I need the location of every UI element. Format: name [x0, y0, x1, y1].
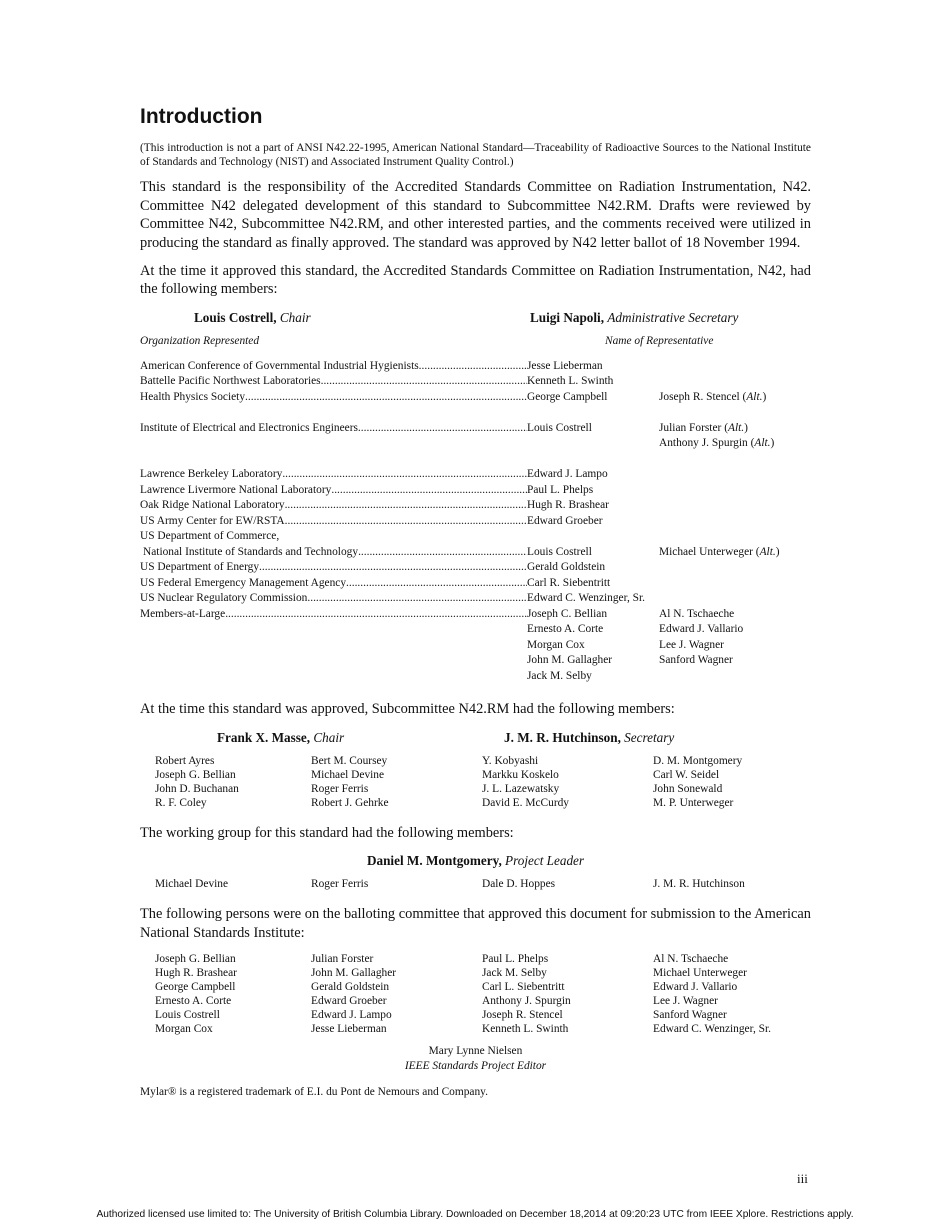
project-editor: [140, 1044, 811, 1075]
paragraph-responsibility: This standard is the responsibility of the Accredited Standards Committee on Radiation Instrumentation, N42. Committee N42 delegated development of this standard to Subcommittee N42.RM. Drafts were reviewed by Committee N42, Subcommittee N42.RM, and other interested parties, and the comments received were utilized in producing the standard as finally approved. The standard was approved by N42 letter ballot of 18 November 1994.: [140, 179, 811, 251]
list-item: Jack M. Selby: [482, 966, 547, 979]
subcommittee-members: [140, 754, 811, 810]
list-item: John Sonewald: [653, 782, 723, 795]
list-item: Sanford Wagner: [653, 1008, 727, 1021]
page-title: Introduction: [140, 105, 263, 128]
table-row: [140, 498, 811, 514]
org-name: Battelle Pacific Northwest Laboratories: [140, 375, 321, 388]
editor-role: IEEE Standards Project Editor: [404, 1060, 547, 1073]
committee-officers: [140, 308, 811, 328]
subcommittee-secretary: J. M. R. Hutchinson, Secretary: [504, 729, 675, 745]
list-item: Carl L. Siebentritt: [482, 980, 565, 993]
representative: George Campbell: [527, 390, 608, 403]
list-item: Al N. Tschaeche: [653, 952, 729, 965]
paragraph-working-group-intro: The working group for this standard had the following members:: [140, 824, 514, 841]
table-row: [140, 560, 811, 576]
leader-dots: [358, 545, 527, 561]
committee-secretary: Luigi Napoli, Administrative Secretary: [530, 309, 739, 325]
committee-column-headers: [140, 333, 811, 349]
list-item: Joseph G. Bellian: [155, 952, 236, 965]
org-name: National Institute of Standards and Technology: [143, 545, 359, 558]
column-header-rep: Name of Representative: [605, 334, 714, 347]
org-name: Health Physics Society: [140, 390, 246, 403]
representative: Edward J. Lampo: [527, 468, 608, 481]
table-row: [140, 545, 811, 561]
list-item: Edward J. Vallario: [653, 980, 738, 993]
list-item: Markku Koskelo: [482, 768, 559, 781]
leader-dots: [331, 483, 527, 499]
page-number: iii: [797, 1171, 808, 1186]
committee-chair: Louis Costrell, Chair: [194, 309, 311, 325]
list-item: John D. Buchanan: [155, 782, 239, 795]
list-item: Joseph R. Stencel: [482, 1008, 563, 1021]
representative: Ernesto A. Corte: [527, 623, 604, 636]
list-item: Jesse Lieberman: [311, 1022, 387, 1035]
document-page: [140, 104, 811, 1099]
representative: Louis Costrell: [527, 421, 592, 434]
subcommittee-officers: [140, 728, 811, 748]
list-item: Y. Kobyashi: [482, 754, 539, 767]
list-item: Hugh R. Brashear: [155, 966, 237, 979]
list-item: Edward C. Wenzinger, Sr.: [653, 1022, 771, 1035]
list-item: Dale D. Hoppes: [482, 878, 556, 891]
representative: John M. Gallagher: [527, 654, 613, 667]
list-item: Michael Devine: [311, 768, 385, 781]
list-item: Ernesto A. Corte: [155, 994, 232, 1007]
table-row: [140, 483, 811, 499]
alternate: Sanford Wagner: [659, 654, 733, 667]
list-item: Julian Forster: [311, 952, 374, 965]
list-item: Carl W. Seidel: [653, 768, 720, 781]
trademark-notice: Mylar® is a registered trademark of E.I. du Pont de Nemours and Company.: [140, 1085, 488, 1098]
list-item: R. F. Coley: [155, 796, 207, 809]
org-name: Members-at-Large: [140, 607, 226, 620]
representative: Jack M. Selby: [527, 669, 592, 682]
list-item: Morgan Cox: [155, 1022, 213, 1035]
alternate: Edward J. Vallario: [659, 623, 744, 636]
leader-dots: [259, 560, 527, 576]
leader-dots: [321, 374, 527, 390]
alternate: Julian Forster (Alt.): [659, 421, 748, 434]
paragraph-subcommittee-intro: At the time this standard was approved, Subcommittee N42.RM had the following members:: [140, 701, 675, 718]
list-item: Gerald Goldstein: [311, 980, 390, 993]
paragraph-balloting-intro: The following persons were on the balloting committee that approved this document for submission to the American National Standards Institute:: [140, 906, 811, 942]
list-item: Paul L. Phelps: [482, 952, 549, 965]
org-name: American Conference of Governmental Industrial Hygienists: [140, 359, 419, 372]
list-item: Joseph G. Bellian: [155, 768, 236, 781]
balloting-members: [140, 952, 811, 1036]
column-header-org: Organization Represented: [140, 334, 260, 347]
representative: Carl R. Siebentritt: [527, 576, 611, 589]
leader-dots: [346, 576, 527, 592]
leader-dots: [419, 359, 527, 375]
representative: Edward Groeber: [527, 514, 603, 527]
list-item: John M. Gallagher: [311, 966, 397, 979]
table-row: [140, 653, 811, 669]
table-row: [140, 669, 811, 685]
list-item: David E. McCurdy: [482, 796, 569, 809]
leader-dots: [358, 421, 527, 437]
list-item: Robert Ayres: [155, 754, 215, 767]
list-item: Bert M. Coursey: [311, 754, 388, 767]
license-footer: Authorized licensed use limited to: The University of British Columbia Library. Downloaded on December 18,2014 at 09:20:23 UTC from IEEE Xplore. Restrictions apply.: [96, 1209, 854, 1220]
org-name: Lawrence Berkeley Laboratory: [140, 468, 283, 481]
introduction-note: (This introduction is not a part of ANSI N42.22-1995, American National Standard—Traceability of Radioactive Sources to the National Institute of Standards and Technology (NIST) and Associated Instrument Quality Control.): [140, 142, 811, 169]
leader-dots: [307, 591, 527, 607]
leader-dots: [285, 514, 527, 530]
leader-dots: [225, 607, 527, 623]
alternate: Al N. Tschaeche: [659, 607, 735, 620]
representative: Louis Costrell: [527, 545, 592, 558]
org-name: Lawrence Livermore National Laboratory: [140, 483, 332, 496]
working-group-members: [140, 877, 811, 891]
representative: Morgan Cox: [527, 638, 585, 651]
org-name: US Army Center for EW/RSTA: [140, 514, 285, 527]
leader-dots: [285, 498, 527, 514]
representative: Paul L. Phelps: [527, 483, 594, 496]
org-name: US Department of Commerce,: [140, 530, 280, 543]
table-row: [140, 622, 811, 638]
paragraph-committee-intro: At the time it approved this standard, the Accredited Standards Committee on Radiation Instrumentation, N42, had the following members:: [140, 262, 811, 298]
table-row: [140, 638, 811, 654]
representative: Kenneth L. Swinth: [527, 375, 614, 388]
table-row: [140, 529, 811, 545]
org-name: US Federal Emergency Management Agency: [140, 576, 347, 589]
list-item: Michael Unterweger: [653, 966, 747, 979]
representative: Gerald Goldstein: [527, 561, 606, 574]
list-item: Roger Ferris: [311, 782, 369, 795]
list-item: M. P. Unterweger: [653, 796, 734, 809]
alternate: Joseph R. Stencel (Alt.): [659, 390, 767, 403]
list-item: Louis Costrell: [155, 1008, 220, 1021]
list-item: Kenneth L. Swinth: [482, 1022, 569, 1035]
table-row: [140, 359, 811, 375]
table-row: [140, 607, 811, 623]
list-item: Edward Groeber: [311, 994, 387, 1007]
org-name: US Nuclear Regulatory Commission: [140, 592, 308, 605]
table-row: [140, 467, 811, 483]
list-item: Edward J. Lampo: [311, 1008, 392, 1021]
table-row: [140, 436, 811, 452]
list-item: George Campbell: [155, 980, 236, 993]
list-item: Anthony J. Spurgin: [482, 994, 571, 1007]
list-item: J. L. Lazewatsky: [482, 782, 560, 795]
representative: Joseph C. Bellian: [527, 607, 608, 620]
representative: Hugh R. Brashear: [527, 499, 609, 512]
alternate: Anthony J. Spurgin (Alt.): [659, 437, 775, 450]
table-row: [140, 374, 811, 390]
list-item: Roger Ferris: [311, 878, 369, 891]
editor-name: Mary Lynne Nielsen: [428, 1044, 523, 1057]
table-row: [140, 421, 811, 437]
org-name: Oak Ridge National Laboratory: [140, 499, 285, 512]
alternate: Michael Unterweger (Alt.): [659, 545, 780, 558]
committee-table: [140, 359, 811, 685]
table-row: [140, 390, 811, 406]
working-group-leader: Daniel M. Montgomery, Project Leader: [366, 853, 585, 869]
list-item: Lee J. Wagner: [653, 994, 718, 1007]
leader-dots: [245, 390, 527, 406]
table-row: [140, 514, 811, 530]
representative: Edward C. Wenzinger, Sr.: [527, 592, 645, 605]
leader-dots: [282, 467, 527, 483]
list-item: Robert J. Gehrke: [311, 796, 389, 809]
subcommittee-chair: Frank X. Masse, Chair: [217, 729, 345, 745]
table-row: [140, 576, 811, 592]
alternate: Lee J. Wagner: [659, 638, 724, 651]
org-name: US Department of Energy: [140, 561, 260, 574]
org-name: Institute of Electrical and Electronics Engineers: [140, 421, 358, 434]
list-item: Michael Devine: [155, 878, 229, 891]
table-row: [140, 591, 811, 607]
list-item: J. M. R. Hutchinson: [653, 878, 745, 891]
representative: Jesse Lieberman: [527, 359, 603, 372]
list-item: D. M. Montgomery: [653, 754, 743, 767]
